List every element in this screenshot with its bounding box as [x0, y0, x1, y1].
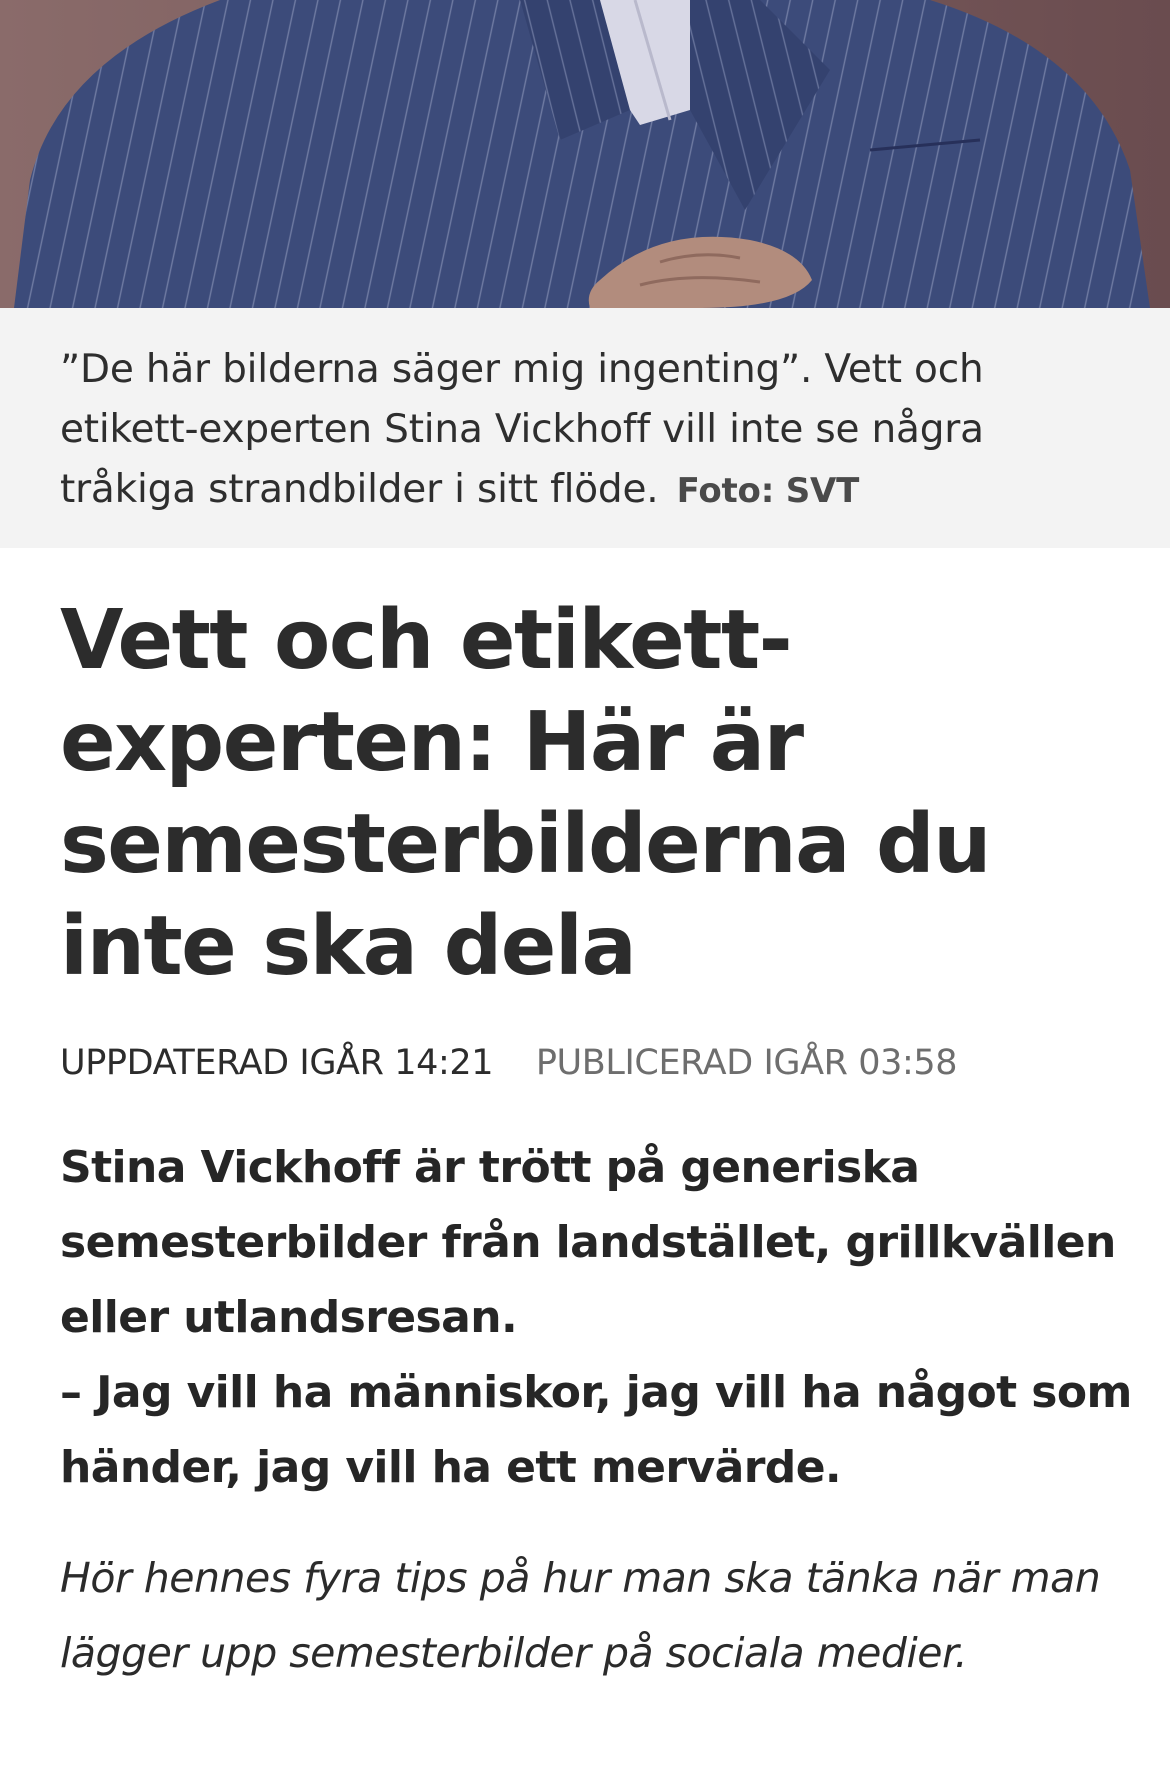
- caption-text: ”De här bilderna säger mig ingenting”. Vett och etikett-experten Stina Vickhoff vill inte se några tråkiga strandbilder i sitt flöde.: [60, 347, 984, 512]
- image-caption: [0, 308, 1170, 548]
- article-lead: [60, 1130, 1140, 1505]
- article-timestamps: [60, 1038, 1120, 1088]
- article-intro: Hör hennes fyra tips på hur man ska tänka när man lägger upp semesterbilder på sociala medier.: [60, 1554, 1101, 1677]
- updated-timestamp: UPPDATERAD IGÅR 14:21: [60, 1043, 494, 1083]
- article-headline: Vett och etikett-experten: Här är semesterbilderna du inte ska dela: [60, 593, 991, 994]
- portrait-photo: [0, 0, 1170, 308]
- article-hero-image[interactable]: [0, 0, 1170, 308]
- published-timestamp: PUBLICERAD IGÅR 03:58: [535, 1043, 958, 1083]
- photo-credit: Foto: SVT: [676, 471, 860, 511]
- lead-quote: – Jag vill ha människor, jag vill ha något som händer, jag vill ha ett mervärde.: [60, 1367, 1132, 1493]
- lead-paragraph: Stina Vickhoff är trött på generiska semesterbilder från landstället, grillkvällen eller utlandsresan.: [60, 1142, 1116, 1343]
